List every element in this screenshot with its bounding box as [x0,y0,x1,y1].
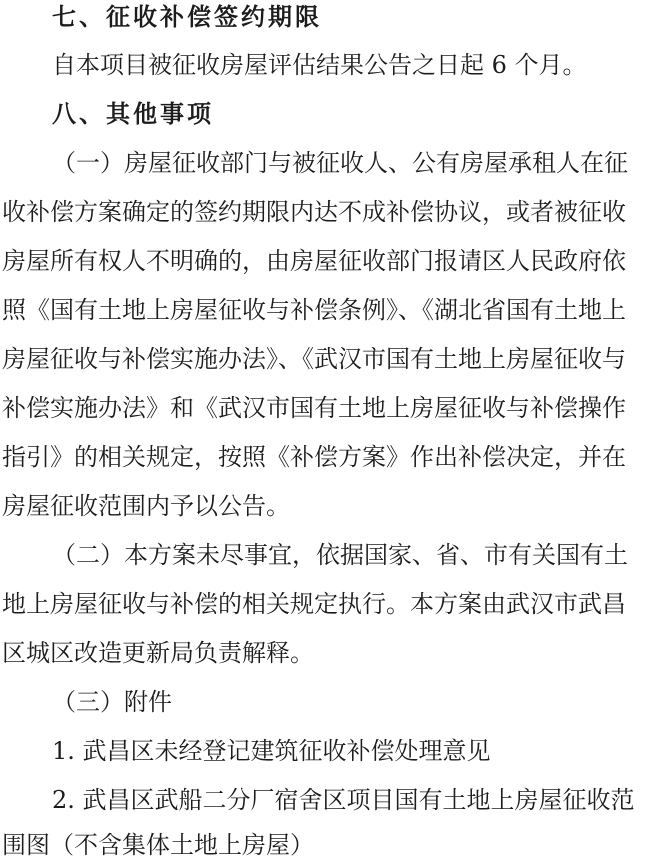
section-heading-7: 七、征收补偿签约期限 [52,3,322,31]
paragraph-signing-period: 自本项目被征收房屋评估结果公告之日起 6 个月。 [52,51,587,79]
paragraph-item-2-line-3: 区城区改造更新局负责解释。 [2,639,314,667]
paragraph-item-1-line-8: 房屋征收范围内予以公告。 [2,492,290,520]
paragraph-item-2-line-2: 地上房屋征收与补偿的相关规定执行。本方案由武汉市武昌 [2,590,626,618]
paragraph-item-1-line-2: 收补偿方案确定的签约期限内达不成补偿协议，或者被征收 [2,198,626,226]
section-heading-8: 八、其他事项 [52,100,214,128]
paragraph-item-2-line-1: （二）本方案未尽事宜，依据国家、省、市有关国有土 [52,541,628,569]
attachments-heading: （三）附件 [52,688,172,716]
paragraph-item-1-line-5: 房屋征收与补偿实施办法》、《武汉市国有土地上房屋征收与 [2,345,626,373]
paragraph-item-1-line-6: 补偿实施办法》和《武汉市国有土地上房屋征收与补偿操作 [2,394,626,422]
paragraph-item-1-line-7: 指引》的相关规定，按照《补偿方案》作出补偿决定，并在 [2,443,626,471]
paragraph-item-1-line-4: 照《国有土地上房屋征收与补偿条例》、《湖北省国有土地上 [2,296,626,324]
attachment-item-2-line-1: 2. 武昌区武船二分厂宿舍区项目国有土地上房屋征收范 [52,786,635,814]
attachment-item-1: 1. 武昌区未经登记建筑征收补偿处理意见 [52,737,491,765]
paragraph-item-1-line-3: 房屋所有权人不明确的，由房屋征收部门报请区人民政府依 [2,247,626,275]
attachment-item-2-line-2: 围图（不含集体土地上房屋） [2,831,314,859]
paragraph-item-1-line-1: （一）房屋征收部门与被征收人、公有房屋承租人在征 [52,149,628,177]
